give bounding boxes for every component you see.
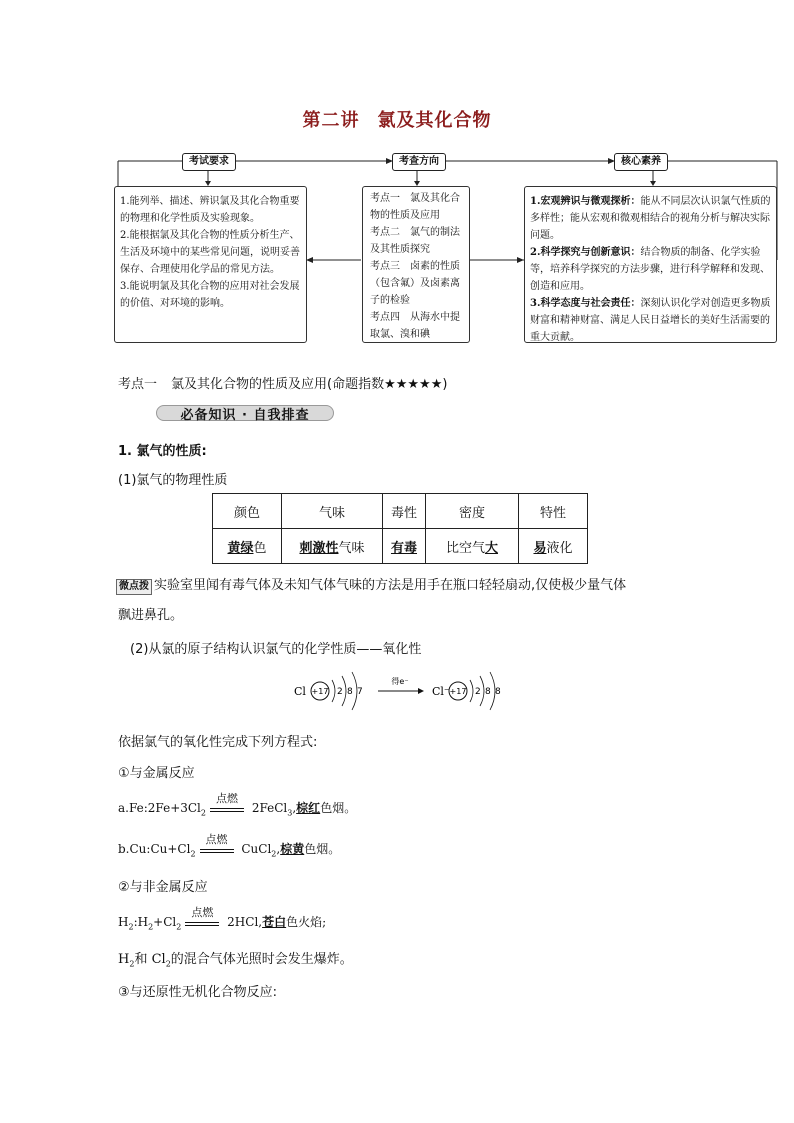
literacy-item: 3.科学态度与社会责任：深刻认识化学对创造更多物质财富和精神财富、满足人民日益增长的美好生活需要的重大贡献。 — [530, 298, 771, 343]
exam-direction-tag: 考查方向 — [392, 153, 446, 171]
heading-chlorine-properties: 1. 氯气的性质: — [118, 444, 207, 459]
knowledge-banner — [156, 401, 334, 423]
left-shell: 7 — [357, 687, 363, 697]
table-cell: 易液化 — [519, 529, 588, 564]
direction-item: 考点二 氯气的制法及其性质探究 — [370, 227, 460, 255]
table-header: 密度 — [426, 494, 519, 529]
right-shell: 2 — [475, 687, 481, 697]
explosion-note: $H_2$和 $Cl_2$的混合气体光照时会发生爆炸。 — [118, 952, 353, 969]
exam-direction-box — [362, 186, 470, 343]
section-heading — [118, 373, 447, 392]
equation-fe: $a.Fe:2Fe+3Cl_2$ 点燃 2FeCl$_3$,棕红色烟。 — [118, 792, 357, 818]
right-symbol: Cl⁻ — [432, 685, 450, 698]
equation-intro: 依据氯气的氧化性完成下列方程式: — [118, 735, 318, 750]
banner-text: 必备知识 · 自我排查 — [180, 408, 310, 423]
table-header-row — [213, 494, 588, 529]
subheading-physical: (1)氯气的物理性质 — [118, 473, 228, 488]
requirement-item: 2.能根据氯及其化合物的性质分析生产、生活及环境中的某些常见问题，说明妥善保存、合理使用化学品的常见方法。 — [120, 230, 300, 275]
core-literacy-tag: 核心素养 — [614, 153, 668, 171]
reaction-condition: 点燃 — [210, 804, 244, 812]
direction-item: 考点四 从海水中提取氯、溴和碘 — [370, 312, 460, 340]
table-header: 特性 — [519, 494, 588, 529]
arrow-label: 得e⁻ — [391, 677, 409, 686]
direction-item: 考点三 卤素的性质（包含氟）及卤素离子的检验 — [370, 261, 460, 306]
table-cell: 刺激性气味 — [282, 529, 383, 564]
section-text: 氯及其化合物的性质及应用(命题指数★★★★★) — [171, 377, 448, 392]
tip-badge: 微点拨 — [116, 579, 152, 595]
physical-properties-table — [212, 493, 588, 564]
tip-text-continued: 飘进鼻孔。 — [118, 608, 184, 623]
direction-item: 考点一 氯及其化合物的性质及应用 — [370, 193, 460, 221]
subheading-chemical: (2)从氯的原子结构认识氯气的化学性质——氧化性 — [130, 642, 422, 657]
table-header: 气味 — [282, 494, 383, 529]
table-cell: 比空气大 — [426, 529, 519, 564]
exam-requirement-box — [114, 186, 307, 343]
table-header: 毒性 — [383, 494, 426, 529]
reaction-condition: 点燃 — [200, 845, 234, 853]
heading-nonmetal-reaction: ②与非金属反应 — [118, 880, 208, 895]
right-shell: 8 — [495, 687, 501, 697]
right-shell: 8 — [485, 687, 491, 697]
heading-reducing-reaction: ③与还原性无机化合物反应: — [118, 985, 278, 1000]
table-header: 颜色 — [213, 494, 282, 529]
left-shell: 2 — [337, 687, 343, 697]
reaction-condition: 点燃 — [185, 918, 219, 926]
exam-requirement-tag: 考试要求 — [182, 153, 236, 171]
core-literacy-box — [524, 186, 777, 343]
equation-cu: $b.Cu:Cu+Cl_2$ 点燃 CuCl$_2$,棕黄色烟。 — [118, 833, 341, 859]
tip-line — [116, 574, 626, 595]
equation-h2: $H_2:H_2+Cl_2$ 点燃 2HCl,苍白色火焰; — [118, 906, 327, 932]
requirement-item: 1.能列举、描述、辨识氯及其化合物重要的物理和化学性质及实验现象。 — [120, 196, 300, 224]
right-nucleus-label: +17 — [449, 687, 467, 696]
table-cell: 黄绿色 — [213, 529, 282, 564]
chapter-name: 氯及其化合物 — [377, 110, 492, 131]
table-row — [213, 529, 588, 564]
atom-structure-diagram — [280, 668, 520, 714]
heading-metal-reaction: ①与金属反应 — [118, 766, 195, 781]
table-cell: 有毒 — [383, 529, 426, 564]
section-label: 考点一 — [118, 377, 158, 392]
left-nucleus-label: +17 — [311, 687, 329, 696]
requirement-item: 3.能说明氯及其化合物的应用对社会发展的价值、对环境的影响。 — [120, 281, 300, 309]
left-symbol: Cl — [294, 685, 306, 698]
left-shell: 8 — [347, 687, 353, 697]
chapter-number: 第二讲 — [302, 110, 360, 131]
literacy-item: 1.宏观辨识与微观探析：能从不同层次认识氯气性质的多样性；能从宏观和微观相结合的视角分析与解决实际问题。 — [530, 196, 771, 241]
literacy-item: 2.科学探究与创新意识：结合物质的制备、化学实验等，培养科学探究的方法步骤，进行科学解释和发现、创造和应用。 — [530, 247, 770, 292]
tip-text: 实验室里闻有毒气体及未知气体气味的方法是用手在瓶口轻轻扇动,仅使极少量气体 — [154, 578, 627, 593]
